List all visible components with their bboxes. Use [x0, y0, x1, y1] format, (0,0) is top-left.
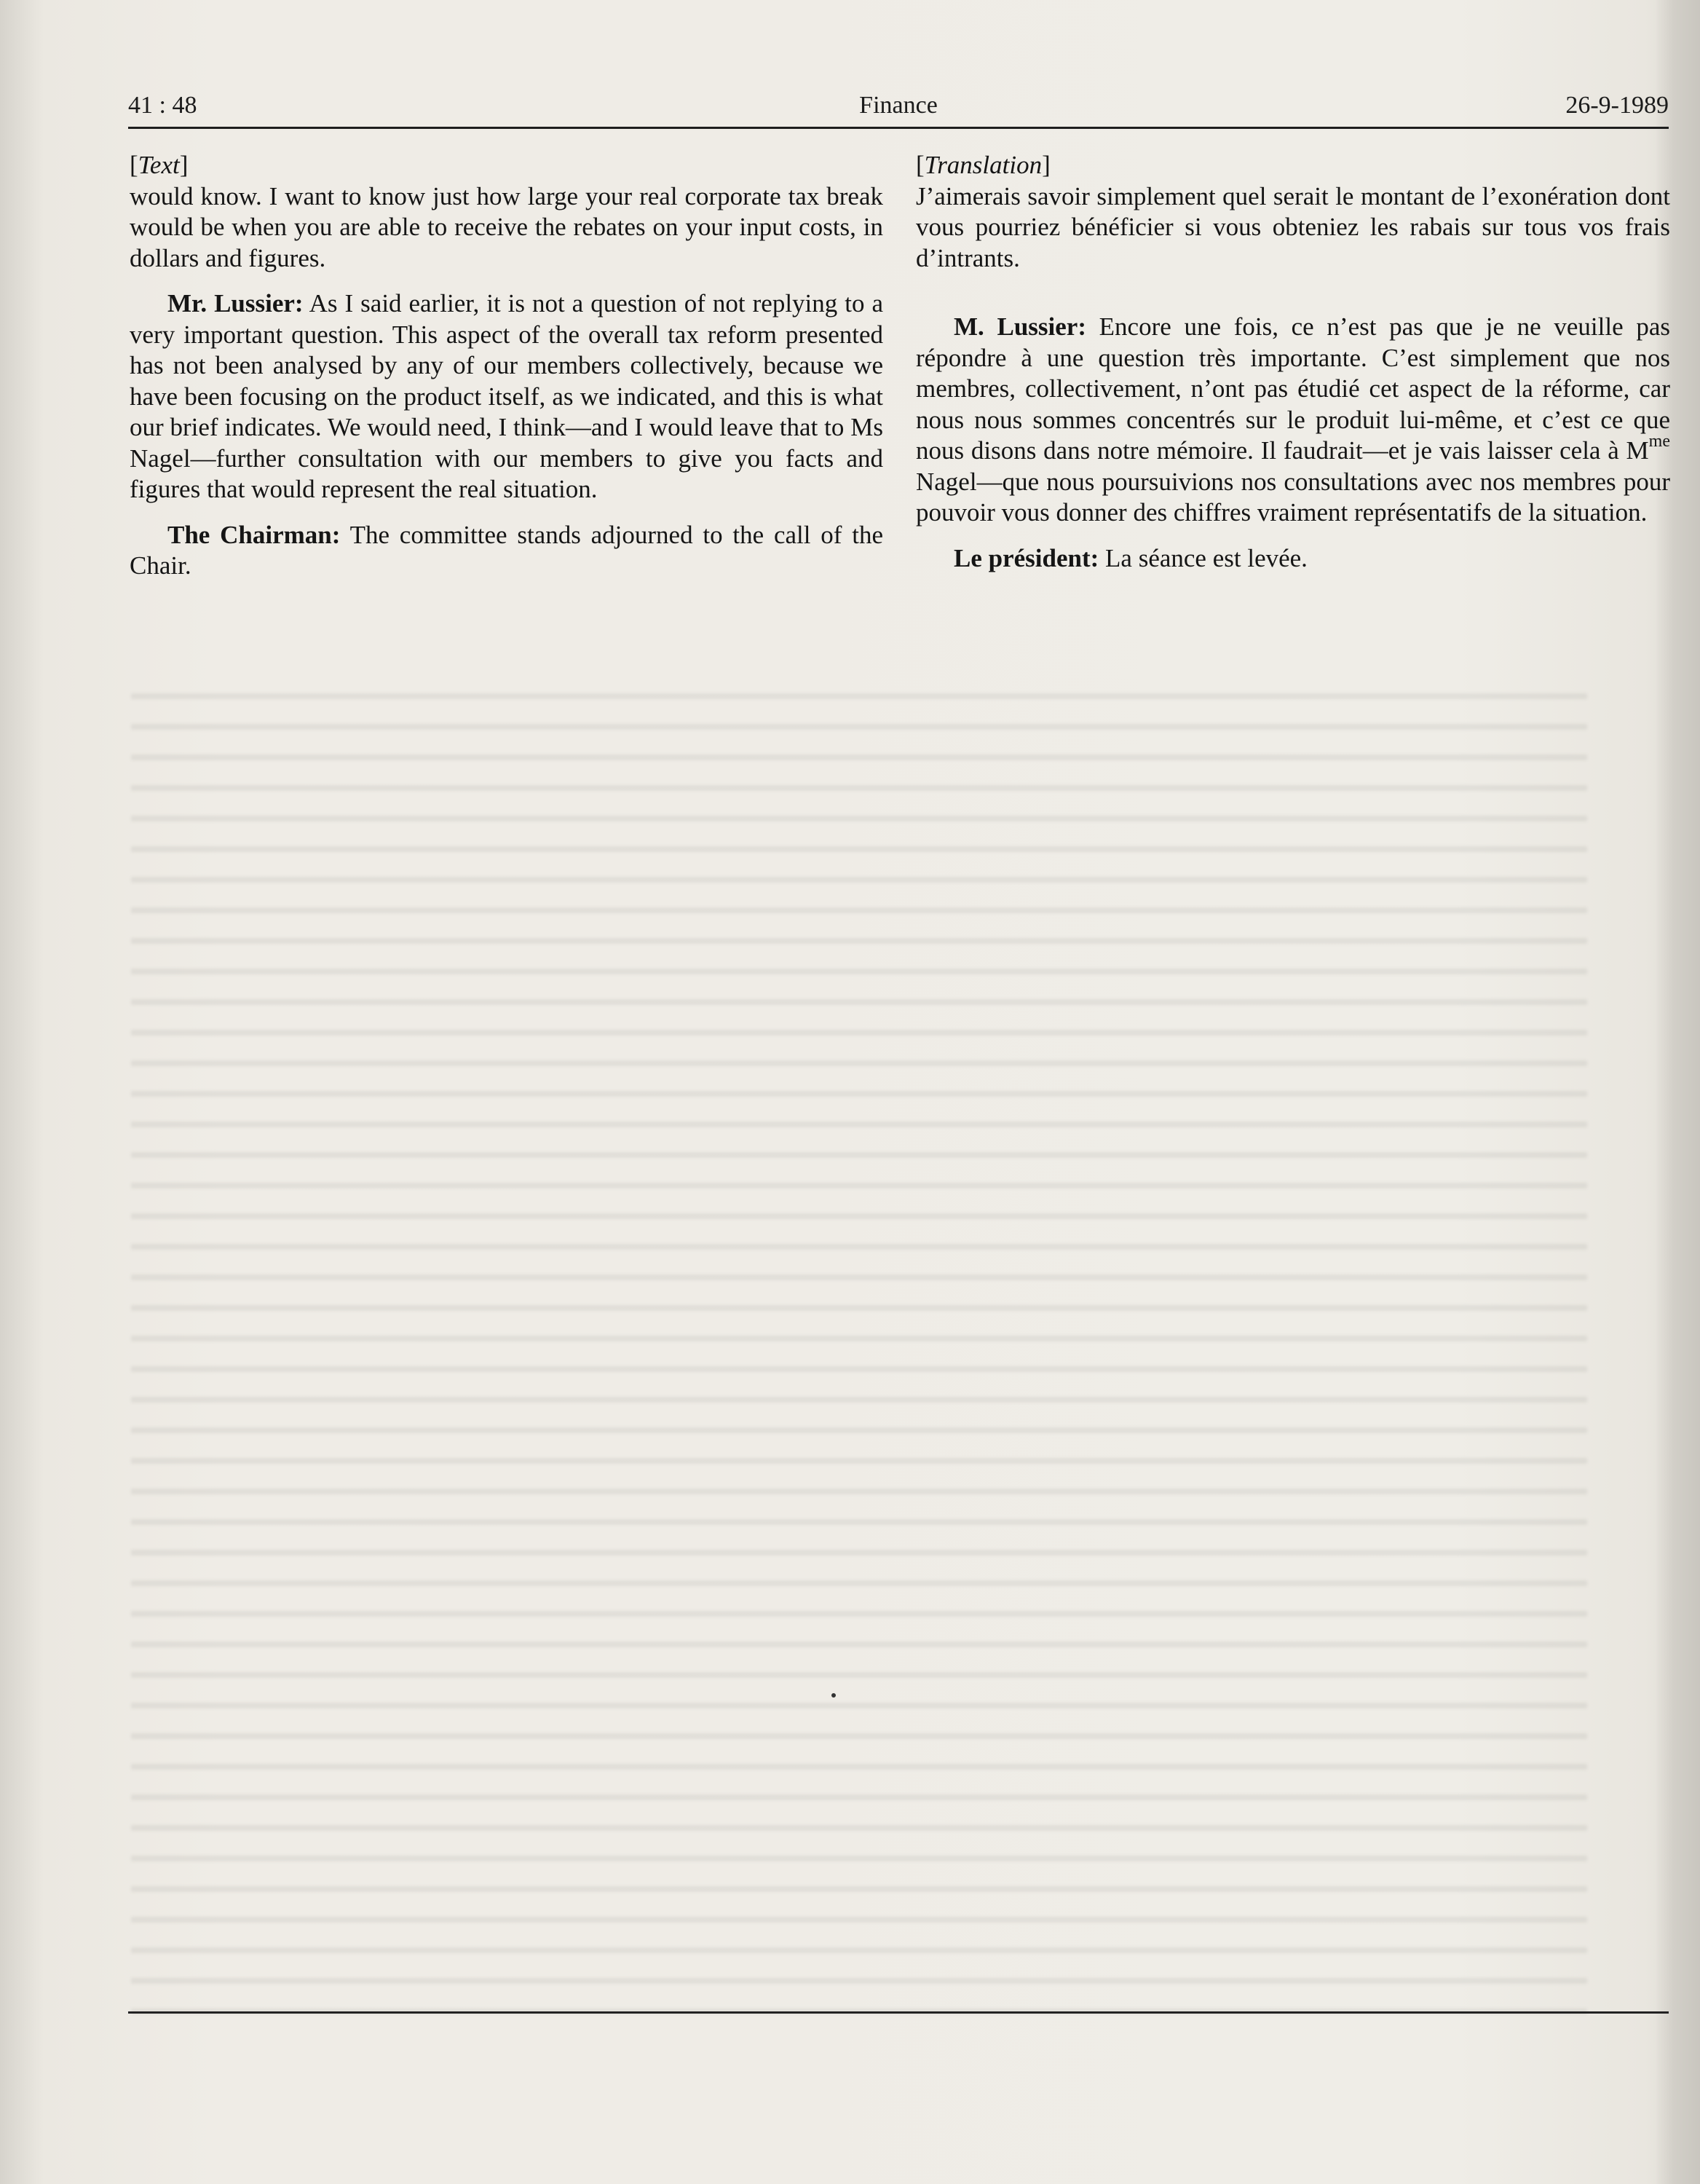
header-title: Finance — [859, 92, 938, 119]
paragraph — [130, 288, 883, 505]
bleed-through-texture — [131, 677, 1587, 2025]
superscript: me — [1648, 432, 1670, 452]
paragraph — [916, 543, 1670, 575]
column-tag-translation: [Translation] — [916, 151, 1051, 179]
paragraph-text: would know. I want to know just how large your real corporate tax break would be when you are able to receive the rebates on your input costs, in dollars and figures. — [130, 181, 883, 272]
header-rule — [128, 127, 1669, 129]
paragraph — [130, 181, 883, 275]
paragraph-text: La séance est levée. — [1099, 543, 1308, 572]
paragraph-text: Nagel—que nous poursuivions nos consultations avec nos membres pour pouvoir vous donner des chiffres vraiment représentatifs de la situation. — [916, 467, 1670, 527]
speaker-name: The Chairman: — [167, 520, 341, 549]
column-tag-label: Translation — [924, 151, 1043, 179]
paragraph-text: J’aimerais savoir simplement quel serait le montant de l’exonération dont vous pourriez bénéficier si vous obteniez les rabais sur tous vos frais d’intrants. — [916, 181, 1670, 272]
column-tag-text: [Text] — [130, 151, 189, 179]
speaker-name: Le président: — [954, 543, 1099, 572]
page-number: 41 : 48 — [128, 92, 197, 119]
column-tag-label: Text — [138, 151, 180, 179]
speaker-name: Mr. Lussier: — [167, 289, 304, 318]
paragraph-text: The committee stands adjourned to the call of the Chair. — [130, 520, 883, 580]
french-column — [916, 150, 1670, 588]
running-header — [128, 87, 1669, 130]
page-speck — [831, 1693, 836, 1698]
paragraph — [916, 181, 1670, 275]
footer-rule — [128, 2011, 1669, 2014]
paragraph-text: Encore une fois, ce n’est pas que je ne veuille pas répondre à une question très importante. C’est simplement que nos membres, collectivement, n’ont pas étudié cet aspect de la réforme, car nous nous sommes concentrés sur le produit lui-même, et c’est ce que nous disons dans notre mémoire. Il faudrait—et je vais laisser cela à M — [916, 312, 1670, 465]
header-date: 26-9-1989 — [1565, 92, 1669, 119]
paragraph — [130, 520, 883, 582]
speaker-name: M. Lussier: — [954, 312, 1086, 341]
english-column — [130, 150, 883, 596]
paragraph-text: As I said earlier, it is not a question of not replying to a very important question. This aspect of the overall tax reform presented has not been analysed by any of our members collectively, because we have been focusing on the product itself, as we indicated, and this is what our brief indicates. We would need, I think—and I would leave that to Ms Nagel—further consultation with our members to give you facts and figures that would represent the real situation. — [130, 289, 883, 503]
paragraph — [916, 312, 1670, 529]
